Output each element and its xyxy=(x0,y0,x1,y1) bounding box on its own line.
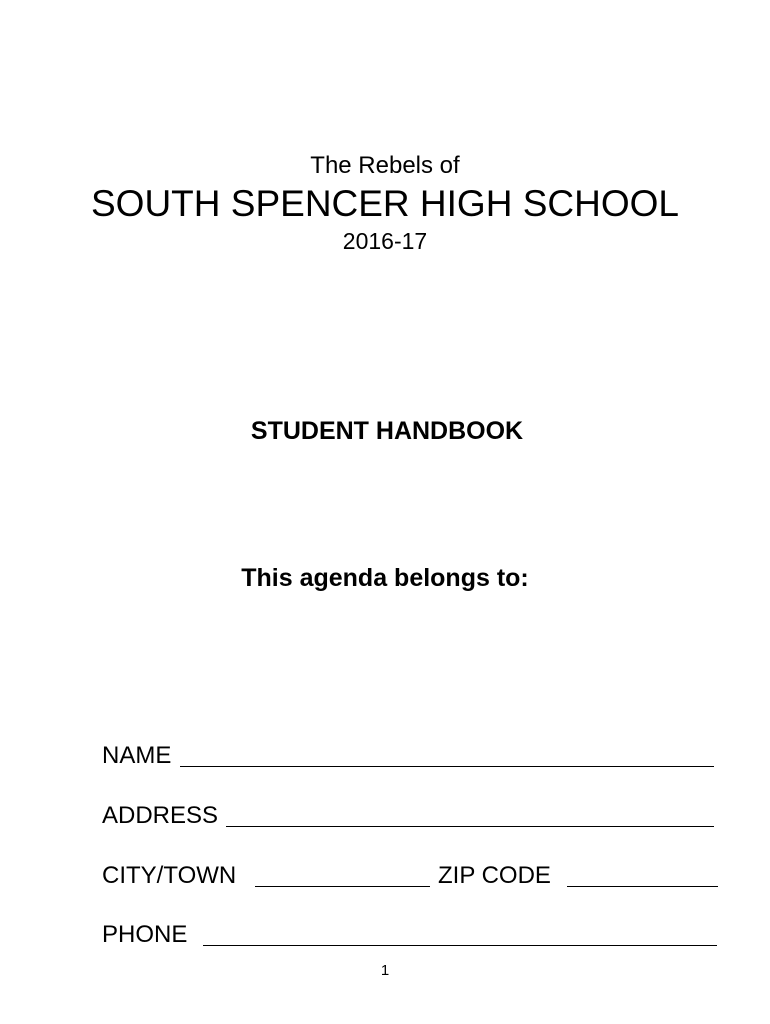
address-field-line[interactable] xyxy=(226,826,714,827)
phone-field-label: PHONE xyxy=(102,921,188,948)
page-number: 1 xyxy=(380,962,390,979)
name-field-label: NAME xyxy=(102,742,172,769)
city-field-line[interactable] xyxy=(255,886,430,887)
belongs-to-heading: This agenda belongs to: xyxy=(241,564,529,592)
zip-field-label: ZIP CODE xyxy=(438,862,551,889)
cover-subtitle: The Rebels of xyxy=(310,152,460,179)
cover-year: 2016-17 xyxy=(342,228,428,254)
city-field-label: CITY/TOWN xyxy=(102,862,237,889)
address-field-label: ADDRESS xyxy=(102,802,219,829)
cover-title: SOUTH SPENCER HIGH SCHOOL xyxy=(91,183,679,224)
phone-field-line[interactable] xyxy=(203,945,717,946)
name-field-line[interactable] xyxy=(180,766,714,767)
zip-field-line[interactable] xyxy=(567,886,718,887)
handbook-heading: STUDENT HANDBOOK xyxy=(250,417,524,445)
